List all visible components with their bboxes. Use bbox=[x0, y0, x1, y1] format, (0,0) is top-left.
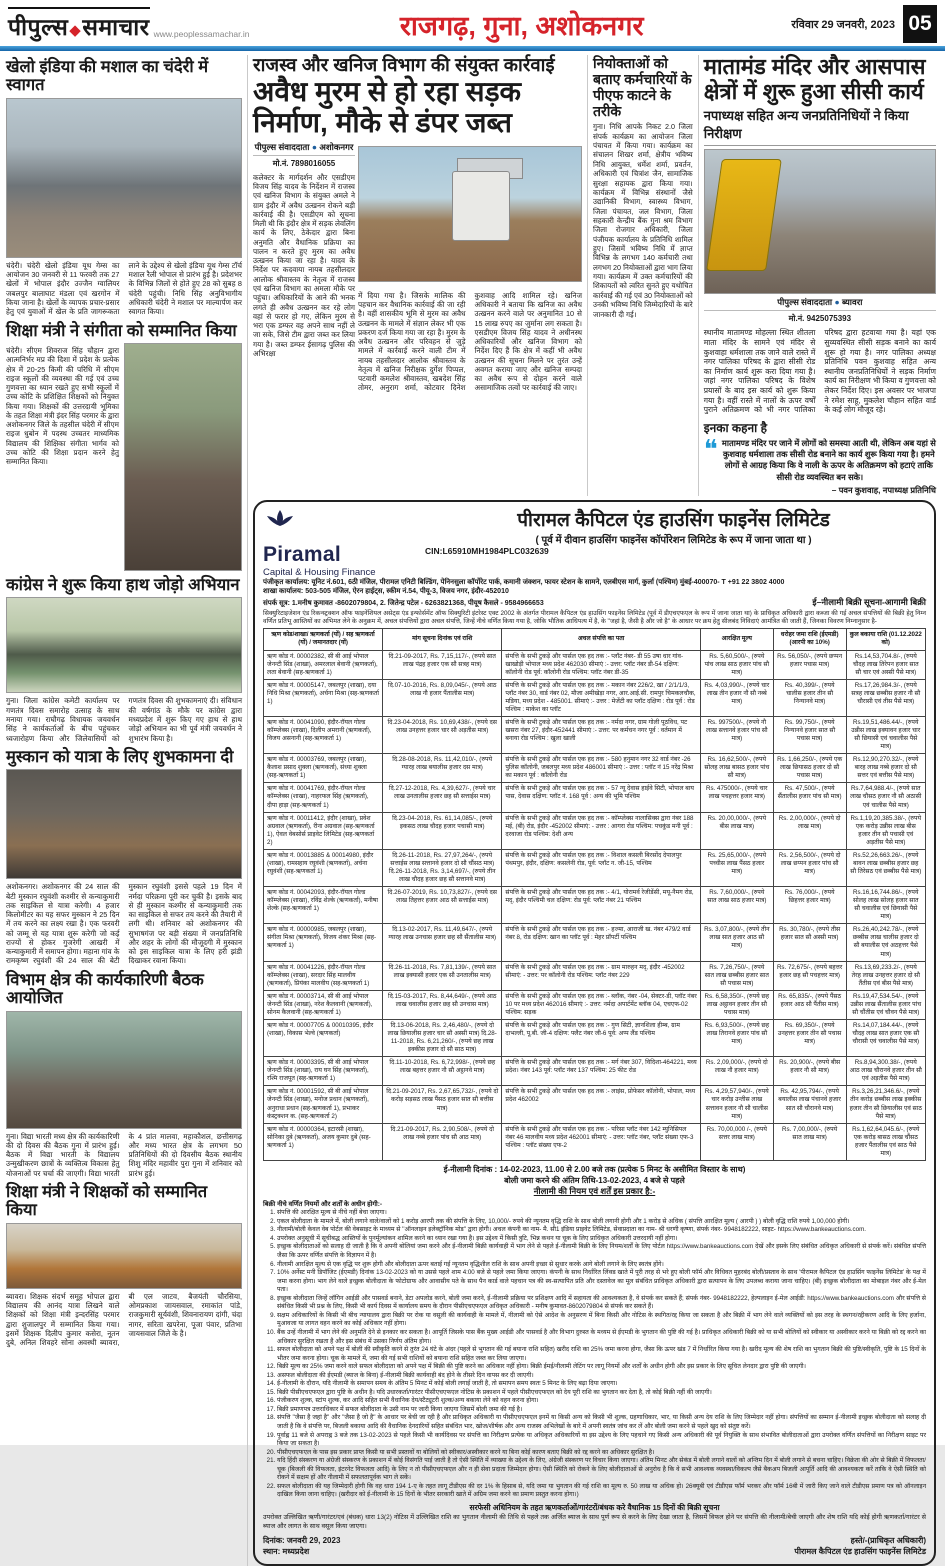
cell-property-address: संपत्ति के सभी टुकड़े और पार्सल एक हद तक :- हज्मा, आराजी ख. नंबर 479/2 वार्ड नंबर 8, रोड दक्षिण: खान का प्लॉट पूर्व : मेहर प्रॉपर्टी पश्चिम bbox=[502, 924, 701, 961]
article-headline: कांग्रेस ने शुरू किया हाथ जोड़ो अभियान bbox=[6, 576, 240, 594]
col-emd: धरोहर जमा राशि (ईएमडी) (आरपी का 10%) bbox=[773, 629, 846, 650]
cell-property-address: संपत्ति के सभी टुकड़े और पार्सल एक हद तक :- 580 हनुमान नगर 32 वार्ड नंबर -26 पुलिस कॉलोनी, जबलपुर मध्य प्रदेश 486001 सीमाएं :- उत्तर : प्लॉट नं 15 नरेंद्र मिश्रा का मकान पूर्व : कॉलोनी रोड bbox=[502, 754, 701, 783]
teachers-group-photo bbox=[6, 1223, 242, 1289]
body-col2: जिलेवासियों को गणतंत्र दिवस की शुभकामनाएं दी। संविधान की वर्षगांठ के मौके पर कांग्रेस द्वारा मध्यप्रदेश में शुरू किए गए हाथ से हाथ जोड़ो अभियान का भी पूर्व मंत्री जयवर्धन ने शुभारंभ किया है। bbox=[75, 696, 242, 743]
authorised-officer-sign: हस्ते/-(प्राधिकृत अधिकारी) bbox=[850, 1536, 926, 1546]
cell-loan-code: ऋण कोड नं. 00000985, जबलपुर (शाखा), संगीता मिश्रा (ऋणकर्ता), विजय शंकर मिश्रा (सह-ऋणकर्ता 1) bbox=[264, 924, 383, 961]
auction-table bbox=[263, 628, 926, 1161]
masthead bbox=[0, 0, 945, 46]
cell-property-address: संपत्ति के सभी टुकड़े और पार्सल एक हद तक :- ग्राम मारुहन मद्, इंदौर -452002 सीमाएं: - उत्तर: पर कॉलोनी रोड पश्चिम: प्लॉट नंबर 229 bbox=[502, 961, 701, 990]
auction-table-row bbox=[264, 1086, 926, 1123]
cell-reserve-price: Rs. 4,29,57,940/-, (रुपये चार करोड़ उन्तीस लाख सत्तावन हजार नौ सौ चालीस मात्र) bbox=[700, 1086, 773, 1123]
article-body: गुना। निधि आपके निकट 2.0 जिला संपर्क कार्यक्रम का आयोजन जिला पंचायत में किया गया। कार्यक्रम का संचालन शिखर शर्मा, क्षेत्रीय भविष्य निधि आयुक्त, धर्मेश शर्मा, प्रवर्तन, अधिकारी एवं चित्रांश जैन, सामाजिक सुरक्षा सहायक द्वारा किया गया। कार्यक्रम में विभिन्न संस्थानों जैसे उद्यानिकी विभाग, स्वास्थ्य विभाग, जिला पंचायत, जल विभाग, जिला सहकारी केन्द्रीय बैंक गुना श्रम विभाग जिला रोजगार अधिकारी, जिला पंजीयक कार्यालय के प्रतिनिधि शामिल हुए। जिसमें भविष्य निधि में ज्ञाप्त विभिन्न के लगभग 140 कर्मचारी तथा लगभग 20 नियोक्ताओं द्वारा भाग लिया गया। कार्यक्रम में उक्त कर्मचारियों की शिकायतों को त्वरित सुनते हुए यथोचित कार्रवाई की गई एवं 30 नियोक्ताओं को उनकी भविष्य निधि जिम्मेदारियों के बारे जानकारी दी गई। bbox=[593, 122, 693, 319]
body-col1: अशोकनगर। अशोकनगर की 24 साल की बेटी मुस्कान रघुवंशी कश्मीर से कन्याकुमारी तक साइकिल से यात्रा करेगी। 4 हजार किलोमीटर का यह सफर मुस्कान ने 25 दिन में तय करने का लक्ष्य रखा है। एक फरवरी को जम्मू से यह यात्रा शुरू करेगी जो कई राज्यों से होकर गुजरेगी आखरी में कन्याकुमारी में समापन होगा। महाना गांव के रामकृष्ण रघुवंशी की 24 bbox=[6, 882, 120, 966]
terms-item: 18. संपत्ति ''जैसा है जहां है'' और ''जैसा है जो है'' के आधार पर बेची जा रही है और प्राधिकृत अधिकारी या पीसीएचएफएल इनमें या किसी अन्य को किसी भी शुल्क, ग्रहणाधिकार, भार, या किसी अन्य देय राशि के लिए जिम्मेदार नहीं होगा। संपत्तियों का सम्मान ई-नीलामी इच्छुक बोलीदाता को सलाह दी जाती है कि वे संपत्ति पर, बिजली बकाया आदि की वैधानिक देनदारियों सहित संबंधित भार, खोज/शीर्षक और अन्य राजस्व अभिलेखों के बारे में अपनी स्वतंत्र जांच कर लें और बोली जमा करने से पहले खुद को संतुष्ट करें। bbox=[277, 1414, 926, 1431]
byline-text: पीपुल्स संवाददाता bbox=[777, 297, 833, 308]
ad-title-block bbox=[421, 506, 926, 556]
cell-emd: Rs. 72,675/-, (रुपये बहत्तर हजार छह सौ पचहत्तर मात्र) bbox=[773, 961, 846, 990]
terms-item: 21. यदि हिंदी संस्करण या अंग्रेजी संस्करण के प्रकाशन में कोई विसंगति पाई जाती है तो ऐसी स्थिति में व्याख्या के उद्देश्य के लिए, अंग्रेजी संस्करण पर विचार किया जाएगा। अंतिम मिनट और सेकंड में बोली लगाने वालों को अन्तिम दिन में बोली लगाने से बचना चाहिए। विक्रेता की ओर से बिक्री में विफलता/चूक (बिजली की विफलता, इंटरनेट विफलता आदि) के लिए न तो पीसीएचएफएल और न ही सेवा प्रदाता जिम्मेदार होगा। ऐसी स्थिति को रोकने के लिए बोलीदाताओं से अनुरोध है कि वे सभी आवश्यक व्यवस्था/विकल्प जैसे बैकअप बिजली आपूर्ति आदि की आवश्यकता करें ताकि वे ऐसी स्थिति को रोकने में सक्षम हों और नीलामी में सफलतापूर्वक भाग ले सकें। bbox=[277, 1457, 926, 1483]
ad-footer bbox=[263, 1535, 926, 1557]
col-loan-code: ऋण कोड/शाखा/ ऋणकर्ता (यों) / सह ऋणकर्ता (यों) / जमानतदार (यों) bbox=[264, 629, 383, 650]
quote-attribution: – पवन कुशवाह, नपाध्यक्ष प्रतिनिधि bbox=[831, 484, 936, 495]
terms-item: 12. बिक्री मूल्य का 25% जमा करने वाले सफल बोलीदाता को अपने पक्ष में बिक्री की पुष्टि करने का अधिकार नहीं होगा। बिक्री ईमई/नीलामी लेटिंग पर लागू नियमों और शर्तों के अधीन होगी और इस प्रकार के लिए सूचित लेनदार द्वारा पुष्टि की जाएगी। bbox=[277, 1363, 926, 1372]
logo-text bbox=[8, 7, 150, 42]
cell-emd: Rs. 20,900/-, (रुपये बीस हजार नौ सौ मात्र) bbox=[773, 1057, 846, 1086]
cell-demand-notice: दि.21-09-2017, Rs. 2,67,65,732/-, (रुपये दो करोड़ सड़सठ लाख पैंसठ हजार सात सौ बत्तीस मात्र) bbox=[383, 1086, 502, 1123]
cell-total-outstanding: Rs.8,94,300.38/-, (रुपये आठ लाख चौरानवे हजार तीन सौ एवं अड़तीस पैसे मात्र) bbox=[846, 1057, 925, 1086]
article-headline: अवैध मुरम से हो रहा सड़क निर्माण, मौके से डंपर जब्त bbox=[253, 76, 522, 138]
cell-total-outstanding: Rs.17,26,984.3/-, (रुपये सत्रह लाख छब्बीस हजार नौ सौ चौरासी एवं तीस पैसे मात्र) bbox=[846, 679, 925, 716]
article-subhead: नपाध्यक्ष सहित अन्य जनप्रतिनिधियों ने किया निरीक्षण bbox=[704, 104, 936, 146]
cell-property-address: संपत्ति के सभी टुकड़े और पार्सल एक हद तक :- 57 न्यू देवास हाईवे सिटी, भोपाल बाय पास, देवास दक्षिण: प्लॉट नं. 168 पूर्व : अन्य की भूमि पश्चिम bbox=[502, 783, 701, 812]
cell-reserve-price: Rs. 7,26,750/-, (रुपये सात लाख छब्बीस हजार सात सौ पचास मात्र) bbox=[700, 961, 773, 990]
cell-emd: Rs. 1,66,250/-, (रुपये एक लाख छियासठ हजार दो सौ पचास मात्र) bbox=[773, 754, 846, 783]
truck-cab-shape bbox=[452, 171, 510, 241]
body-col1: कलेक्टर के मार्गदर्शन और एसडीएम विजय सिंह यादव के निर्देशन में राजस्व एवं खनिज विभाग के संयुक्त अमले ने ग्राम इंदौर में अवैध उत्खनन रोकने बड़ी कार्रवाई की है। एसडीएम को सूचना मिली थी कि इंदौर क्षेत्र में सड़क लेवलिंग कार्य के लिए, ठेकेदार द्वारा बिना अनुमति और वैधानिक प्रक्रिया का पालन न करते हुए मुरम का अवैध उत्खनन किया जा रहा है। यादव के निर्देश पर कदवाया नायब तहसीलदार आलोक श्रीवास्तव के नेतृत्व में राजस्व एवं खनिज विभाग का अमला मौके पर पहुंचा। अधिकारियों के आने की भनक लगते ही अवैध उत्खनन कर रहे लोग वहां से फरार हो गए, लेकिन मुरम से भरा एक डम्फर वह अपने साथ नहीं ले जा सके, जिसे टीम द्वारा जब्त कर लिया गया है। जब्त डम्फर ईसागढ़ पुलिस की अभिरक्षा bbox=[253, 172, 355, 358]
cell-property-address: संपत्ति के सभी टुकड़े और पार्सल एक हद तक :- कॉम्प्लेक्स नालासिक्स द्वारा नंबर 188 मई, (बी) रोड, इंदौर -452002 सीमाएं: - उत्तर : आगरा रोड पश्चिम: पचकुंड मनी पूर्व : दरवाजा रोड पश्चिम: देशी अन्य bbox=[502, 812, 701, 849]
quote-box bbox=[704, 419, 936, 496]
cell-reserve-price: Rs. 6,93,500/-, (रुपये छह लाख तिरानवे हजार पांच सौ मात्र) bbox=[700, 1019, 773, 1056]
cell-emd: Rs. 56,050/-, (रुपये छप्पन हजार पचास मात्र) bbox=[773, 650, 846, 679]
cell-total-outstanding: Rs.7,64,988.4/-, (रुपये सात लाख चौसठ हजार नौ सौ अठासी एवं चालीस पैसे मात्र) bbox=[846, 783, 925, 812]
logo-part1: पीपुल्स bbox=[8, 13, 69, 40]
auction-table-row bbox=[264, 679, 926, 716]
cell-demand-notice: दि.07-10-2016, Rs. 8,09,045/-, (रुपये आठ लाख नौ हजार पैंतालीस मात्र) bbox=[383, 679, 502, 716]
auction-table-row bbox=[264, 716, 926, 753]
cell-loan-code: ऋण कोड नं. 00007705 & 00010395, इंदौर (शाखा), विकास भेल्वे (ऋणकर्ता) bbox=[264, 1019, 383, 1056]
article-body bbox=[6, 696, 242, 742]
header-row bbox=[264, 629, 926, 650]
award-ceremony-photo bbox=[124, 343, 242, 571]
article-congress-abhiyan bbox=[6, 576, 242, 743]
cell-demand-notice: दि.13-02-2017, Rs. 11,49,647/-, (रुपये ग्यारह लाख उनचास हजार छह सौ सैंतालीस मात्र) bbox=[383, 924, 502, 961]
cell-demand-notice: दि.11-10-2018, Rs. 6,72,998/-, (रुपये छह लाख बहत्तर हजार नौ सौ अट्ठानवे मात्र) bbox=[383, 1057, 502, 1086]
registered-office: पंजीकृत कार्यालय: यूनिट नं.601, 6ठी मंजिल, पीरामल एनिटी बिल्डिंग, पेनिनसुला कॉर्पोरेट पार्क, कमानी जंक्शन, फायर स्टेशन के सामने, एलबीएस मार्ग, कुर्ला (पश्चिम) मुंबई-400070- T +91 22 3802 4000 bbox=[263, 578, 785, 586]
cell-demand-notice: दि.27-12-2018, Rs. 4,39,627/-, (रुपये चार लाख उनतालीस हजार छह सौ सत्ताईस मात्र) bbox=[383, 783, 502, 812]
cell-emd: Rs. 42,95,794/-, (रुपये बयालीस लाख पंचानवे हजार सात सौ चौरानवे मात्र) bbox=[773, 1086, 846, 1123]
cell-emd: Rs. 69,350/-, (रुपये उनहत्तर हजार तीन सौ पचास मात्र) bbox=[773, 1019, 846, 1056]
article-first-column bbox=[253, 142, 355, 358]
auction-table-row bbox=[264, 1057, 926, 1086]
cell-reserve-price: Rs. 70,00,000 /-, (रुपये सत्तर लाख मात्र) bbox=[700, 1123, 773, 1160]
article-headline: मुस्कान को यात्रा के लिए शुभकामना दी bbox=[6, 747, 234, 766]
cell-total-outstanding: Rs.14,07,184.44/-, (रुपये चौदह लाख सात हजार एक सौ चौरासी एवं चवालीस पैसे मात्र) bbox=[846, 1019, 925, 1056]
cell-total-outstanding: Rs.13,69,233.2/-, (रुपये तेरह लाख उनहत्तर हजार दो सौ तैंतीस एवं बीस पैसे मात्र) bbox=[846, 961, 925, 990]
body-col1: स्थानीय मातामण्ड मोहल्ला स्थित शीतला माता मंदिर के सामने एवं मंदिर से कुशवाहा धर्मशाला तक जाने वाले रास्ते में नगर पालिका परिषद के द्वारा सीसी रोड का निर्माण कार्य शुरू करा दिया गया है। जहां नगर पालिका परिषद के विशेष प्रयासों के बाद इस कार्य को शुरू किया गया है। वहीं रास्ते में नालों के ऊपर वर्षों पुराने अतिक्रमण को भी नगर पालिका परिषद द्वारा हटवाया गया है। यहां एक सुव्यवस्थित सीसी सड़क बनाने का कार्य शुरू हो गया है। नगर पालिका अध्यक्ष प्रतिनिधि bbox=[703, 328, 936, 415]
col-total-outstanding: कुल बकाया राशि (01.12.2022 को) bbox=[846, 629, 925, 650]
article-khelo-india bbox=[6, 58, 242, 317]
body-col1: गुना। विद्या भारती मध्य क्षेत्र की कार्यकारिणी की दो दिवस की बैठक गुना में प्रारंभ हुई। बैठक में विद्या भारती के विद्यालय उन्मुखीकरण छात्रों के व्यक्तित्व विकास हेतु योजनाओं पर चर्चा bbox=[6, 1131, 120, 1178]
body-col1: गुना। जिला कांग्रेस कमेटी कार्यालय पर गणतंत्र दिवस समारोह उत्साह के साथ मनाया गया। राघौगढ़ विधायक जयवर्धन सिंह ने कार्यकर्ताओं के बीच पहुंचकर ध्वजारोहण किया और bbox=[6, 696, 120, 743]
col-demand-notice: मांग सूचना दिनांक एवं राशि bbox=[383, 629, 502, 650]
terms-item: 20. पीसीएचएफएल के पास इस प्रकार प्राप्त किसी या सभी प्रस्तावों या बोलियों को स्वीकार/अस्वीकार करने या बिना कोई कारण बताए बिक्री को रद्द करने का अधिकार सुरक्षित है। bbox=[277, 1449, 926, 1458]
cell-property-address: संपत्ति के सभी टुकड़े और पार्सल एक हद तक :- विशाल कसली बिरसोंद देपालपुर पंथमपुर, इंदौर, दक्षिण: कसलेनी रोड, पूर्व: प्लॉट न. जी-15, पश्चिम bbox=[502, 849, 701, 886]
cell-property-address: संपत्ति के सभी टुकड़े और पार्सल एक हद तक :- मकान नंबर 226/2, खा / 2/1/1/3, प्लॉट नंबर 30, वार्ड नंबर 02, मौजा अमीखेड़ा नगर, आर.आई.सी. रामपुर चिमकलचौक, मडिया, मध्य प्रदेश - 485001. सीमाएं :- उत्तर : मेजेंटी का प्लॉट दक्षिण : रोड पूर्व : रोड पश्चिम : माकेश का प्लॉट bbox=[502, 679, 701, 716]
article-illegal-mining bbox=[253, 55, 582, 496]
terms-title: नीलामी की नियम एवं शर्तें इस प्रकार है:- bbox=[533, 1186, 656, 1197]
auction-table-row bbox=[264, 961, 926, 990]
auction-table-body bbox=[264, 650, 926, 1160]
cell-property-address: संपत्ति के सभी टुकड़े और पार्सल एक हद तक :- गुण सिटी, ज्ञानशिला हीम्ब, ग्राम दाभल्ली, पू.बी. जी-4 दक्षिण: फ्लैट नंबर जी-6 पूर्व: अप्प लैंड पश्चिम bbox=[502, 1019, 701, 1056]
cell-emd: Rs. 30,780/-, (रुपये तीस हजार सात सौ अस्सी मात्र) bbox=[773, 924, 846, 961]
terms-item: 9. सक्षम अधिकारियों के किसी भी बीच न्यायालय द्वारा बिक्री पर रोक या वसूली की कार्यवाही के मामले में, नीलामी को ऐसे आदेश के अनुसरण में बिना किसी और नोटिस के स्थगित/रद्द किया जा सकता है और बिक्री में भाग लेने वाले व्यक्तियों को इस तरह के स्थगन/रद्दीकरण आदि के लिए हर्जाना, मुआवजा या लागत वहन करने का कोई अधिकार नहीं होगा। bbox=[277, 1312, 926, 1329]
cell-property-address: संपत्ति के सभी टुकड़े और पार्सल एक हद तक :- लाइंस, प्रोफेसर कॉलोनी, भोपाल, मध्य प्रदेश 462002 bbox=[502, 1086, 701, 1123]
piramal-logo bbox=[263, 506, 413, 578]
cell-reserve-price: Rs. 2,09,000/-, (रुपये दो लाख नौ हजार मात्र) bbox=[700, 1057, 773, 1086]
body-col2: अवस्थी ब्यावरा, बी एल जाटव, बैजयंती चौरसिया, ओमप्रकाश जायसवाल, रमाकांत पांडे, राजकुमारी सूर्यवंशी, शिवनारायण दांगी, चंदा नागर, सरिता खपरेना, पूजा पंवार, प्रतिभा जायसवाल जिले के है। bbox=[77, 1291, 242, 1348]
page-content bbox=[0, 55, 945, 1566]
cell-emd: Rs. 99,750/-, (रुपये निन्यानवे हजार सात सौ पचास मात्र) bbox=[773, 716, 846, 753]
page-number: 05 bbox=[903, 5, 937, 43]
byline-place: ब्यावरा bbox=[842, 297, 863, 308]
terms-item: 6. नीलामी आरक्षित मूल्य से एक वृद्धि पर शुरू होगी और बोलीदाता ऊपर बताई गई न्यूनतम वृद्धिशील राशि के साथ अपनी इच्छा से सुधार करके आगे बोली लगाने के लिए स्वतंत्र होंगे। bbox=[277, 1261, 926, 1270]
bullet-icon: ● bbox=[834, 297, 840, 308]
signature-block bbox=[794, 1535, 926, 1557]
bid-deadline-line: बोली जमा करने की अंतिम तिथि-13-02-2023, 4 बजे से पहले bbox=[504, 1176, 685, 1186]
date-place-block bbox=[263, 1535, 340, 1557]
article-headline: मातामंड मंदिर और आसपास क्षेत्रों में शुरू हुआ सीसी कार्य bbox=[703, 54, 926, 104]
terms-item: 16. पंजीकरण शुल्क, स्टांप शुल्क, कर आदि सहित सभी वैधानिक देय/स्टैट्यूटरी शुल्क/अन्य बकाया लेने को वहन करना होगा। bbox=[277, 1397, 926, 1406]
cell-demand-notice: दि.13-06-2018, Rs. 2,46,480/-, (रुपये दो लाख छियालीस हजार चार सौ अस्सी मात्र) दि.28-11-2018, Rs. 6,21,260/-, (रुपये छह लाख इक्कीस हजार दो सौ साठ मात्र) bbox=[383, 1019, 502, 1056]
body-col2: साल की बेटी मुस्कान रघुवंशी इससे पहले 19 दिन में नर्मदा परिक्रमा पूरी कर चुकी है। इसके बाद से ही मुस्कान कश्मीर से कन्याकुमारी तक का साइकिल से सफर तय करने की तैयारी में लगी थी। शनिवार को अशोकनगर की सुभाषगंज पर बड़ी संख्या में जनप्रतिनिधि और शहर के लोगों की मौजूदगी में मुस्कान को इस साइकिल यात्रा के लिए हरी झंडी दिखाकर रवाना किया। bbox=[81, 882, 242, 966]
terms-item: 8. इच्छुक बोलीदाता जिन्हें लॉगिन आईडी और पासवर्ड बनाने, डेटा अपलोड करने, बोली जमा करने, ई-नीलामी प्रक्रिया पर प्रशिक्षण आदि में सहायता की आवश्यकता है, वे संपर्क कर सकते हैं; संपर्क नंबर- 9948182222, हेल्पलाइन ई-मेल आईडी: https://www.bankeauctions.com और संपत्ति से संबंधित किसी भी प्रश्न के लिए, किसी भी कार्य दिवस में कार्यालय समय के दौरान पीसीएचएफएल अधिकृत अधिकारी - मनीष कुमावत-8602079804 से संपर्क कर सकते हैं। bbox=[277, 1295, 926, 1312]
article-body-wrap bbox=[253, 142, 582, 460]
cell-emd: Rs. 65,835/-, (रुपये पैंसठ हजार आठ सौ पैंतीस मात्र) bbox=[773, 990, 846, 1019]
company-name: पीरामल कैपिटल एंड हाउसिंग फाइनेंस लिमिटेड bbox=[517, 509, 830, 531]
website-url: www.peoplessamachar.in bbox=[153, 28, 250, 39]
auction-notice-ad bbox=[253, 500, 936, 1566]
bullet-icon: ● bbox=[311, 141, 317, 152]
piramal-tagline: Capital & Housing Finance bbox=[263, 566, 376, 578]
jcb-street-photo bbox=[704, 149, 936, 294]
terms-item: 10. बैंक उन्हें नीलामी में भाग लेने की अनुमति देने से इनकार कर सकता है। आपूर्ति जिसके पास बैंक मुख्य आईडी और पासवर्ड है और विभाग दुरुस्त के मध्यम से ईएमडी के भुगतान की पुष्टि की गई है। प्राधिकृत अधिकारी बिक्री को या सभी बोलियों को स्वीकार या अस्वीकार करने या बिक्री को रद्द करने का अधिकार सुरक्षित रखता है और इस संबंध में उसका निर्णय अंतिम होगा। bbox=[277, 1329, 926, 1346]
cell-reserve-price: Rs. 6,58,350/-, (रुपये छह लाख अट्ठावन हजार तीन सौ पचास मात्र) bbox=[700, 990, 773, 1019]
masthead-center bbox=[260, 6, 783, 43]
cell-emd: Rs. 7,00,000/-, (रुपये सात लाख मात्र) bbox=[773, 1123, 846, 1160]
terms-item: 1. संपत्ति की आरक्षित मूल्य से नीचे नहीं बेचा जाएगा। bbox=[277, 1209, 926, 1218]
cell-reserve-price: Rs. 475000/-, (रुपये चार लाख पचहत्तर हजार मात्र) bbox=[700, 783, 773, 812]
auction-table-row bbox=[264, 849, 926, 886]
cell-reserve-price: Rs. 4,03,990/-, (रुपये चार लाख तीन हजार नौ सौ नब्बे मात्र) bbox=[700, 679, 773, 716]
left-column bbox=[6, 55, 248, 1566]
torch-rally-photo bbox=[6, 98, 242, 258]
cell-emd: Rs. 76,000/-, (रुपये छिहत्तर हजार मात्र) bbox=[773, 887, 846, 924]
terms-item: 22. सफल बोलीदाता की यह जिम्मेदारी होगी कि वह धारा 194 1-ए के तहत लागू टीडीएस की दर 1% के हिसाब से, यदि जमा या भुगतान की गई राशि का मूल्य रु. 50 लाख या अधिक हो। 26क्यूबी एवं टीडीएस फॉर्म भरकर और फॉर्म 16बी में जारी किए जाने वाले टीडीएस प्रमाण पत्र को ऑनलाइन दाखिल किया जाना चाहिए। (खरीदार को ई-नीलामी के 15 दिनों के भीतर सरकारी खाते में अग्रिम जमा करने का प्रमाण प्रस्तुत करना होगा।) bbox=[277, 1483, 926, 1500]
cell-reserve-price: Rs. 16,62,500/-, (रुपये सोलह लाख बासठ हजार पांच सौ मात्र) bbox=[700, 754, 773, 783]
cell-reserve-price: Rs. 3,07,800/-, (रुपये तीन लाख सात हजार आठ सौ मात्र) bbox=[700, 924, 773, 961]
cell-total-outstanding: Rs.3,26,21,346.6/-, (रुपये तीन करोड़ छब्बीस लाख इक्कीस हजार तीन सौ छियालीस एवं साठ पैसे मात्र) bbox=[846, 1086, 925, 1123]
terms-item: 11. सफल बोलीदाता को अपने पक्ष में बोली की स्वीकृति करने से तुरंत 24 घंटे के अंदर (पहले से भुगतान की गई बयाना राशि सहित) खरीद राशि का 25% जमा करना होगा, जैसा कि ऊपर खंड 7 में निर्धारित किया गया है। खरीद मूल्य की शेष राशि का भुगतान बिक्री की पुष्टि/स्वीकृति, पुष्टि के 15 दिनों के भीतर जमा करना होगा। चूक के मामले में, जमा की गई सभी राशियों को बयाना राशि सहित जब्त कर लिया जाएगा। bbox=[277, 1346, 926, 1363]
body-col2: जागरूकता लाने के उद्देश्य से खेलो इंडिया यूथ गेम्स टॉर्च मशाल रैली भोपाल से प्रारंभ हुई है। प्रदेशभर के विभिन्न जिलों से होते हुए 28 को सुबह 8 चंदेरी पहुंची। निधि सिंह अनुविभागीय अधिकारी चंदेरी ने मशाल पर माल्यार्पण कर स्वागत किया। bbox=[90, 260, 242, 317]
issue-date: रविवार 29 जनवरी, 2023 bbox=[791, 18, 895, 31]
cell-emd: Rs. 47,500/-, (रुपये सैंतालीस हजार पांच सौ मात्र) bbox=[773, 783, 846, 812]
cell-property-address: संपत्ति के सभी टुकड़े और पार्सल एक हद तक :- 4/1, योरामर्व रेजीडेंसी, मयू-नैमग रोड, मद्, इंदौर पश्चिमी चल दक्षिण: रोड पूर्व: प्लॉट नंबर 21 पश्चिम bbox=[502, 887, 701, 924]
terms-item: 3. नीलामी/बोली केवल वेब पोर्टल की वेबसाइट के माध्यम से ''ऑनलाइन इलेक्ट्रॉनिक मोड'' द्वारा होगी। अचल कंपनी का नाम- मै. सी1 इंडिया प्राइवेट लिमिटेड, सेवाप्रदाता का नाम- श्री धरणी कृष्णा, संपर्क नंबर- 9948182222, साइट- https://www.bankeauctions.com. bbox=[277, 1226, 926, 1235]
body-col2: की जाएगी। विद्या भारती के 4 प्रांत मालवा, महाकौशल, छत्तीसगढ़ और मध्य भारत क्षेत्र के लगभग 50 प्रतिनिधियों की दो दिवसीय बैठक स्थानीय शिशु मंदिर महावीर पुरा गुना में शनिवार को प्रारंभ हुई। bbox=[56, 1131, 242, 1178]
reporter-phone: मो.नं. 7898016055 bbox=[253, 155, 355, 169]
cell-loan-code: ऋण कोड नं. 00002382, सी बी आई भोपाल जेनन्टी सिंड (शाखा), अमरलाल बेवानी (ऋणकर्ता), लता बेवानी (सह-ऋणकर्ता 1) bbox=[264, 650, 383, 679]
quote-icon: ❝ bbox=[703, 435, 718, 465]
cell-loan-code: ऋण कोड नं. 00013885 & 00014980, इंदौर (शाखा), रामसहाय रघुवंशी (ऋणकर्ता), अर्चना रघुवंशी (सह-ऋणकर्ता 1) bbox=[264, 849, 383, 886]
statutory-notice-title: सरफेसी अधिनियम के तहत ऋणकर्ताओं/गारंटरों/बंधक करे वैधानिक 15 दिनों की बिक्री सूचना bbox=[469, 1502, 720, 1512]
cell-total-outstanding: Rs.12,90,270.32/-, (रुपये बारह लाख नब्बे हजार दो सौ सत्तर एवं बत्तीस पैसे मात्र) bbox=[846, 754, 925, 783]
cell-demand-notice: दि.21-09-2017, Rs. 7,15,117/-, (रुपये सात लाख पंद्रह हजार एक सौ सत्रह मात्र) bbox=[383, 650, 502, 679]
cell-total-outstanding: Rs.16,16,744.86/-, (रुपये सोलह लाख सोलह हजार सात सौ चवालीस एवं छियासी पैसे मात्र) bbox=[846, 887, 925, 924]
region-title: राजगढ़, गुना, अशोकनगर bbox=[399, 10, 644, 41]
cell-property-address: संपत्ति के सभी टुकड़े और पार्सल एक हद तक :- मर्ग नंबर 307, विदिशा-464221, मध्य प्रदेश। नंबर 143 पूर्व: प्लॉट नंबर 137 पश्चिम: 25 फीट रोड bbox=[502, 1057, 701, 1086]
piramal-flower-icon bbox=[263, 508, 297, 538]
cell-emd: Rs. 2,00,000/-, (रुपये दो लाख मात्र) bbox=[773, 812, 846, 849]
cell-demand-notice: दि.26-07-2019, Rs. 10,73,827/-, (रुपये दस लाख तिहत्तर हजार आठ सौ सत्ताईस मात्र) bbox=[383, 887, 502, 924]
e-auction-notice-title: ई–नीलामी बिक्री सूचना-आगामी बिक्री bbox=[812, 596, 926, 607]
cell-total-outstanding: Rs.19,51,486.44/-, (रुपये उन्नीस लाख इक्यावन हजार चार सौ छियासी एवं चवालीस पैसे मात्र) bbox=[846, 716, 925, 753]
masthead-rule bbox=[0, 46, 945, 51]
sarfaesi-intro: सिक्युरिटाइजेशन एंड रिकन्स्ट्रक्शन ऑफ फाइनेंशियल असेट्स एंड इन्फोर्समेंट ऑफ सिक्युरिटी इंटरेस्ट एक्ट 2002 के अंतर्गत पीरामल कैपिटल एंड हाउसिंग फाइनेंस लिमिटेड (पूर्व में डीएचएफएल के रूप में जाना जाता था) के प्राधिकृत अधिकारी द्वारा कब्जा की गई अचल संपत्तियों की बिक्री हेतु निम्न वर्णित प्रतिभू आस्तियों का अभिमत लेने के अनुक्रम में, अचल संपत्तियों द्वारा अचल संपत्ति, जिन्हें नीचे वर्णित किया गया है, जोकि भौतिक आधिपत्य में है, के ''जहां है, जैसी है और जो है'' के आधार पर क्रय हेतु सीलबंद निविदाएं आमंत्रित की जाती हैं, जिनका विवरण निम्नानुसार है- bbox=[263, 610, 926, 626]
cell-reserve-price: Rs. 25,65,000/-, (रुपये पच्चीस लाख पैंसठ हजार मात्र) bbox=[700, 849, 773, 886]
article-muskan-yatra bbox=[6, 748, 242, 966]
main-area bbox=[253, 55, 936, 1566]
notice-date: दिनांक: जनवरी 29, 2023 bbox=[263, 1536, 341, 1546]
terms-item: 4. उपरोक्त अनुसूची में सूचीबद्ध आस्तियों के पुनर्मूल्यांकन शामिल करने का ध्यान रखा गया है। इस उद्देश्य में किसी त्रुटि, भिन्न कथन या चूक के लिए प्राधिकृत अधिकारी उत्तरदायी नहीं होगा। bbox=[277, 1235, 926, 1244]
cell-property-address: संपत्ति के सभी टुकड़े और पार्सल एक हद तक :- ब्लॉक, नंबर -04, सेक्टर-डी, प्लॉट नंबर 10 पर मध्य प्रदेश 462016 सीमाएं :- उत्तर: नर्मदा अपार्टमेंट ब्लॉक 04, एचएफ-02 पश्चिम: सड़क bbox=[502, 990, 701, 1019]
byline bbox=[704, 297, 936, 308]
article-sangeeta-honoured bbox=[6, 322, 242, 571]
cell-total-outstanding: Rs.19,47,534.54/-, (रुपये उन्नीस लाख सैंतालीस हजार पांच सौ चौंतीस एवं चौवन पैसे मात्र) bbox=[846, 990, 925, 1019]
auction-schedule bbox=[263, 1164, 926, 1186]
auction-table-row bbox=[264, 650, 926, 679]
article-headline: नियोक्ताओं को बताए कर्मचारियों के पीएफ काटने के तरीके bbox=[593, 55, 692, 120]
piramal-wordmark: Piramal bbox=[263, 542, 341, 566]
notice-place: स्थान: मध्यप्रदेश bbox=[263, 1547, 310, 1557]
terms-item: 5. इच्छुक बोलीदाताओं को सलाह दी जाती है कि वे अपनी बोलियां जमा करने और ई-नीलामी बिक्री कार्यवाही में भाग लेने से पहले ई-नीलामी बिक्री के लिए नियम/शर्तों के लिए पोर्टल https://www.bankeauctions.com देखें और इसके लिए संबंधित अधिकृत अधिकारी से संपर्क करें। संबंधित संपत्ति जैसा कि ऊपर वर्णित संपत्ति के विज्ञापन में है। bbox=[277, 1243, 926, 1260]
body-col2-col3: में दिया गया है। जिसके मालिक की पहचान कर वैधानिक कार्रवाई की जा रही है। वहीं शासकीय भूमि से मुरम का अवैध उत्खनन के मामले में संज्ञान लेकर भी एक प्रकरण दर्ज किया गया जा रहा है। मुरम के अवैध उत्खनन और परिवहन से जुड़े मामले में कार्रवाई करने वाली टीम में नायब तहसीलदार आलोक श्रीवास्तव के नेतृत्व में खनिज निरीक्षक दुर्गेश पिप्पल, पटवारी कमलेश श्रीवास्तव, खबदेश सिंह तोमर, अनुराग शर्मा, कोटवार दिनेश कुशवाह आदि शामिल रहे। खनिज अधिकारी ने बताया कि खनिज का अवैध उत्खनन करने वाले पर अनुमानित 10 से 15 लाख रुपए का जुर्माना लग सकता है। एसडीएम विजय सिंह यादव ने अधीनस्थ अधिकारियों और खनिज विभाग को निर्देश दिए हैं कि क्षेत्र में कहीं भी अवैध उत्खनन की सूचना मिलने पर तुरंत उन्हें अवगत कराया जाए और खनिज सम्पदा का अवैध रूप से दोहन करने वाले असामाजिक तत्वों पर कार्रवाई की जाए। bbox=[358, 290, 582, 393]
cin-number: CIN:L65910MH1984PLC032639 bbox=[425, 545, 549, 556]
cell-loan-code: ऋण कोड नं. 00003395, सी बी आई भोपाल जेनन्टी सिंड (शाखा), राय घन सिंह (ऋणकर्ता), रश्मि राजपूत (सह-ऋणकर्ता 1) bbox=[264, 1057, 383, 1086]
cell-demand-notice: दि.26-11-2018, Rs. 27,97,264/-, (रुपये सत्ताईस लाख सत्तानवे हजार दो सौ चौंसठ मात्र) दि.26-11-2018, Rs. 3,14,697/-, (रुपये तीन लाख चौदह हजार छह सौ सत्तानवे मात्र) bbox=[383, 849, 502, 886]
cell-reserve-price: Rs. 20,00,000/-, (रुपये बीस लाख मात्र) bbox=[700, 812, 773, 849]
jcb-arm-shape bbox=[706, 159, 782, 271]
terms-item: 17. बिक्री प्रमाणपत्र उत्तराधिकार में सफल बोलीदाता के उसी नाम पर जारी किया जाएगा जिसमें बोली जमा की गई है। bbox=[277, 1406, 926, 1415]
article-headline: विभाम क्षेत्र की कार्यकारिणी बैठक आयोजित bbox=[6, 970, 204, 1008]
byline-text: पीपुल्स संवाददाता bbox=[254, 141, 310, 152]
cell-property-address: संपत्ति के सभी टुकड़े और पार्सल एक हद तक :- परिसा प्लॉट नंबर 142 म्युनिसिपल नंबर 46 मालवीय मध्य प्रदेश 462001 सीमाएं: - उत्तर: प्लॉट नंबर, प्लॉट संख्या एफ-3 पश्चिम : प्लॉट संख्या एफ-2 bbox=[502, 1123, 701, 1160]
terms-list bbox=[277, 1209, 926, 1500]
contact-row bbox=[263, 597, 926, 608]
cell-loan-code: ऋण कोड नं. 00003769, जबलपुर (शाखा), कैलाश प्रसाद शुक्ला (ऋणकर्ता), संध्या शुक्ला (सह-ऋणकर्ता 1) bbox=[264, 754, 383, 783]
article-teachers-honoured bbox=[6, 1183, 242, 1348]
auction-table-row bbox=[264, 812, 926, 849]
cell-loan-code: ऋण कोड नं. 00005147, जबलपुर (शाखा), दया निधि मिश्रा (ऋणकर्ता), अर्चना मिश्रा (सह-ऋणकर्ता 1) bbox=[264, 679, 383, 716]
article-body bbox=[6, 261, 242, 317]
article-body bbox=[704, 328, 936, 415]
cell-loan-code: ऋण कोड नं. 00042093, इंदौर-रॉयल गोल्ड कॉम्प्लेक्स (शाखा), रविंद्र शेल्के (ऋणकर्ता), मनीषा शेल्के (सह-ऋणकर्ता 1) bbox=[264, 887, 383, 924]
cell-loan-code: ऋण कोड नं. 00000364, इटारसी (शाखा), सोनिका दुबे (ऋणकर्ता), अजय कुमार दुबे (सह-ऋणकर्ता 1) bbox=[264, 1123, 383, 1160]
body-col1: चंदेरी। चंदेरी खेलो इंडिया यूथ गेम्स का आयोजन 30 जनवरी से 11 फरवरी तक 27 खेलों में भोपाल इंदौर उज्जैन ग्वालियर जबलपुर बालाघाट मंडला एवं खरगोन में किया जाना है। खेलों के व्यापक प्रचार-प्रसार हेतु एवं युवाओं में खेल के प्रति bbox=[6, 260, 120, 317]
statutory-notice-text: उपरोक्त उल्लिखित ऋणी/गारंटर/एवं (बंधक) धारा 13(2) नोटिस में उल्लिखित राशि का भुगतान नीलामी की तिथि से पहले तक अर्जित ब्याज के साथ पूर्ण रूप से करने के लिए देखा जाता है, जिसमें विफल होने पर संपत्ति की नीलामी/बेची जाएगी और शेष राशि यदि कोई होगी ऋणकर्ता/गारंटर से ब्याज और लागत के साथ वसूल किया जाएगा। bbox=[263, 1513, 926, 1530]
auction-table-row bbox=[264, 1019, 926, 1056]
logo-part2: समाचार bbox=[82, 13, 150, 40]
cell-demand-notice: दि.15-03-2017, Rs. 8,44,649/-, (रुपये आठ लाख चवालीस हजार छह सौ उनचास मात्र) bbox=[383, 990, 502, 1019]
cell-loan-code: ऋण कोड नं. 00003714, सी बी आई भोपाल जेनन्टी सिंड (शाखा), नरेश कैलवानी (ऋणकर्ता), सोनम कैलवानी (सह-ऋणकर्ता 1) bbox=[264, 990, 383, 1019]
terms-item: 13. असफल बोलीदाता की ईएमडी (ब्याज के बिना) ई-नीलामी बिक्री कार्यवाही बंद होने के तीसरे दिन वापस कर दी जाएगी। bbox=[277, 1372, 926, 1381]
article-headline: शिक्षा मंत्री ने शिक्षकों को सम्मानित किया bbox=[6, 1182, 208, 1220]
body-col2: पवन कुशवाह सहित अन्य स्थानीय जनप्रतिनिधियों ने सड़क निर्माण कार्य का निरीक्षण भी किया व गुणवत्ता को लेकर निर्देश दिए। इस अवसर पर भाजपा ने रमेश साहू, मुकलेश चौहान सहित वार्ड के कई लोग मौजूद रहे। bbox=[824, 357, 936, 415]
cell-total-outstanding: Rs.52,26,663.26/-, (रुपये बावन लाख छब्बीस हजार छह सौ तिरेसठ एवं छब्बीस पैसे मात्र) bbox=[846, 849, 925, 886]
cell-loan-code: ऋण कोड नं. 00001592, सी बी आई भोपाल जेनन्टी सिंड (शाखा), मनोज प्रधान (ऋणकर्ता), अनुराधा प्रधान (सह-ऋणकर्ता 1), प्रभाकर कंस्ट्रक्शन क. (सह-ऋणकर्ता 2) bbox=[264, 1086, 383, 1123]
dumper-truck-photo bbox=[358, 146, 582, 282]
cell-reserve-price: Rs. 5,60,500/-, (रुपये पांच लाख साठ हजार पांच सौ मात्र) bbox=[700, 650, 773, 679]
article-headline: शिक्षा मंत्री ने संगीता को सम्मानित किया bbox=[6, 321, 237, 340]
cell-loan-code: ऋण कोड नं. 00041226, इंदौर-रॉयल गोल्ड कॉम्प्लेक्स (शाखा), सरदार सिंह मालवीय (ऋणकर्ता), प्रियंका मालवीय (सह-ऋणकर्ता 1) bbox=[264, 961, 383, 990]
cell-demand-notice: दि.28-08-2018, Rs. 11,42,010/-, (रुपये ग्यारह लाख बयालीस हजार दस मात्र) bbox=[383, 754, 502, 783]
cell-total-outstanding: Rs.26,40,242.78/-, (रुपये छब्बीस लाख चालीस हजार दो सौ बयालीस एवं अठहत्तर पैसे मात्र) bbox=[846, 924, 925, 961]
terms-item: 14. ई-नीलामी के दौरान, यदि नीलामी के समापन समय के अंतिम 5 मिनट में कोई बोली लगाई जाती है, तो समापन समय स्वतः 5 मिनट के लिए बढ़ा दिया जाएगा। bbox=[277, 1380, 926, 1389]
auction-table-row bbox=[264, 754, 926, 783]
article-body bbox=[6, 1292, 242, 1348]
article-body: चंदेरी। सीएम शिवराज सिंह चौहान द्वारा आत्मनिर्भर मप्र की दिशा में प्रदेश के प्रत्येक क्षेत्र में 20-25 किमी की परिधि में सीएम राइज स्कूलों की व्यवस्था की गई एवं उच्च गुणवत्ता का ध्यान रखते हुए सभी स्कूलों में उच्च कोटि के प्रशिक्षित शिक्षकों को नियुक्त किया गया। शिक्षकों की उत्तरदायी भूमिका के तहत शिक्षा मंत्री इंदर सिंह परमार के द्वारा अशोकनगर जिले के तहसील चंदेरी में सीएम राइज धुबोन में पदस्थ उच्चतर माध्यमिक विद्यालय की शिक्षिका संगीता भार्गव को उच्च कोटि की शिक्षा प्रदान करने हेतु सम्मानित किया। bbox=[6, 346, 119, 467]
formerly-known-as: ( पूर्व में दीवान हाउसिंग फाइनेंस कॉर्पोरेशन लिमिटेड के रूप में जाना जाता था ) bbox=[535, 534, 812, 546]
cell-total-outstanding: Rs.1,62,64,045.6/-, (रुपये एक करोड़ बासठ लाख चौंसठ हजार पैंतालीस एवं साठ पैसे मात्र) bbox=[846, 1123, 925, 1160]
cell-demand-notice: दि.23-04-2018, Rs. 10,69,438/-, (रुपये दस लाख उनहत्तर हजार चार सौ अड़तीस मात्र) bbox=[383, 716, 502, 753]
reporter-phone: मो.नं. 9425075393 bbox=[704, 310, 936, 324]
article-cc-road bbox=[704, 55, 936, 496]
cell-loan-code: ऋण कोड नं. 00041769, इंदौर-रॉयल गोल्ड कॉम्प्लेक्स (शाखा), नाहरफल सिंह (ऋणकर्ता), दीपा हाड़ा (सह-ऋणकर्ता 1) bbox=[264, 783, 383, 812]
auction-table-row bbox=[264, 783, 926, 812]
auction-table-row bbox=[264, 990, 926, 1019]
cell-demand-notice: दि.21-09-2017, Rs. 2,90,508/-, (रुपये दो लाख नब्बे हजार पांच सौ आठ मात्र) bbox=[383, 1123, 502, 1160]
newspaper-logo bbox=[8, 7, 260, 42]
cell-reserve-price: Rs. 7,60,000/-, (रुपये सात लाख साठ हजार मात्र) bbox=[700, 887, 773, 924]
terms-item: 7. 10% अर्नेस्ट मनी डिपॉजिट (ईएमडी) दिनांक 13-02-2023 को या उससे पहले शाम 4:00 बजे से पहले जमा किया जाएगा। कंपनी के साथ निर्धारित लिंक्ड खाते में पूरी तरह से भरे हुए बोली फॉर्म और विधिवत मुहरबंद बोली/प्रस्ताव के साथ 'पीरामल कैपिटल एंड हाउसिंग फाइनेंस लिमिटेड' के पक्ष में जमा करना होगा। भाग लेने वाले इच्छुक बोलीदाता के फोटोग्राफ और आवासीय पते के साथ पैन कार्ड वाले पहचान पत्र की स्व-सत्यापित प्रति और दस्तावेज का मूल संबंधित प्राधिकृत अधिकारी द्वारा सत्यापन के लिए उपलब्ध कराया जाना चाहिए। (बी) इच्छुक बोलीदाता का मोबाइल नंबर और ई-मेल पता। bbox=[277, 1269, 926, 1295]
article-body bbox=[6, 1132, 242, 1178]
location-pin-icon: ◆ bbox=[69, 21, 82, 39]
terms-item: 19. पूर्वाह्न 11 बजे से अपराह्न 3 बजे तक 13-02-2023 से पहले किसी भी कार्यदिवस पर संपत्ति का निरीक्षण प्रत्येक या अधिकृत अधिकारियों या इस उद्देश्य के लिए पहचाने गए किसी अन्य अधिकारी की पूर्व नियुक्ति के साथ संभावित बोलीदाताओं द्वारा उपरोक्त वर्णित संपत्तियों का निरीक्षण साइट पर किया जा सकता है। bbox=[277, 1432, 926, 1449]
cell-demand-notice: दि.26-11-2018, Rs. 7,81,139/-, (रुपये सात लाख इक्यासी हजार एक सौ उनतालीस मात्र) bbox=[383, 961, 502, 990]
flag-off-stage-photo bbox=[6, 769, 242, 879]
branch-office: शाखा कार्यालय: 503-505 मंजिल, ऐरन हाईट्स, स्कीम नं.54, पीयू-3, विजय नगर, इंदौर-452010 bbox=[263, 588, 509, 596]
quote-text: मातामण्ड मंदिर पर जाने में लोगों को समस्या आती थी, लेकिन अब यहां से कुशवाह धर्मशाला तक सीसी रोड बनाने का कार्य शुरू किया गया है। हमने लोगों से आग्रह किया कि वे नाली के ऊपर के अतिक्रमण को हटाएं ताकि सीसी रोड व्यवस्थित बन सके। bbox=[721, 438, 936, 482]
cell-total-outstanding: Rs.1,19,20,385.38/-, (रुपये एक करोड़ उन्नीस लाख बीस हजार तीन सौ पचासी एवं अड़तीस पैसे मात्र) bbox=[846, 812, 925, 849]
ad-header bbox=[263, 506, 926, 578]
cell-property-address: संपत्ति के सभी टुकड़े और पार्सल एक हद तक :- नर्मदा नगर, ग्राम गोली पूठविध, पट खसरा नंबर 27, इंदौर-452441 सीमाएं :- उत्तर: पर कर्मचन नगर पूर्व : वर्तमान में बनाया रोड पश्चिम : खुला खाली bbox=[502, 716, 701, 753]
auction-table-row bbox=[264, 924, 926, 961]
cell-emd: Rs. 2,56,500/-, (रुपये दो लाख छप्पन हजार पांच सौ मात्र) bbox=[773, 849, 846, 886]
cell-loan-code: ऋण कोड नं. 00011412, इंदौर (शाखा), प्रवेश अग्रवाल (ऋणकर्ता), रीना अग्रवाल (सह-ऋणकर्ता 1), ऐवल वेबसोर्स प्राइवेट लिमिटेड (सह-ऋणकर्ता 2) bbox=[264, 812, 383, 849]
cell-total-outstanding: Rs.14,53,704.8/-, (रुपये चौदह लाख तिरेपन हजार सात सौ चार एवं अस्सी पैसे मात्र) bbox=[846, 650, 925, 679]
cell-emd: Rs. 40,399/-, (रुपये चालीस हजार तीन सौ निन्यानवे मात्र) bbox=[773, 679, 846, 716]
terms-intro: बिक्री नीचे वर्णित नियमों और शर्तों के अधीन होगी:- bbox=[263, 1201, 383, 1209]
cell-property-address: संपत्ति के सभी टुकड़े और पार्सल एक हद तक :- प्लॉट नंबर- डी 55 उषा धार गांव- खाखोड़ी भोपाल मध्य प्रदेश 462030 सीमाएं :- उत्तर: प्लॉट नंबर डी-54 दक्षिण: कॉलोनी रोड पूर्व: कॉलोनी रोड पश्चिम: प्लॉट नंबर डी-35 bbox=[502, 650, 701, 679]
cell-loan-code: ऋण कोड नं. 00041090, इंदौर-रॉयल गोल्ड कॉम्प्लेक्स (शाखा), दिलीप अमरानी (ऋणकर्ता), विजय असनानी (सह-ऋणकर्ता 1) bbox=[264, 716, 383, 753]
article-body bbox=[6, 882, 242, 965]
meeting-photo bbox=[6, 1011, 242, 1129]
quote-box-title: इनका कहना है bbox=[703, 421, 767, 436]
auction-table-row bbox=[264, 887, 926, 924]
article-pf-camp bbox=[587, 55, 699, 496]
auction-table-row bbox=[264, 1123, 926, 1160]
article-kicker: राजस्व और खनिज विभाग की संयुक्त कार्रवाई bbox=[253, 54, 555, 75]
cell-demand-notice: दि.23-04-2018, Rs. 61,14,085/-, (रुपये इकसठ लाख चौदह हजार पचासी मात्र) bbox=[383, 812, 502, 849]
congress-banner-photo bbox=[6, 597, 242, 693]
col-property-address: अचल संपत्ति का पता bbox=[502, 629, 701, 650]
byline bbox=[253, 142, 355, 153]
col-reserve-price: आरक्षित मूल्य bbox=[700, 629, 773, 650]
terms-item: 15. बिक्री पीसीएचएफएल द्वारा पुष्टि के अधीन है। यदि उधारकर्ता/गारंटर पीसीएचएफएल नोटिस के प्रकाशन में पहले पीसीएचएफएल को देय पूरी राशि का भुगतान कर देता है, तो कोई बिक्री नहीं की जाएगी। bbox=[277, 1389, 926, 1398]
company-sign: पीरामल कैपिटल एंड हाउसिंग फाइनेंस लिमिटेड bbox=[794, 1547, 926, 1557]
article-karyakarini-baithak bbox=[6, 971, 242, 1178]
cell-reserve-price: Rs. 997500/-, (रुपये नौ लाख सत्तानवे हजार पांच सौ मात्र) bbox=[700, 716, 773, 753]
terms-item: 2. एकल बोलीदाता के मामले में, बोली लगाने वाले/वालों को 1 करोड़ आरपी तक की संपत्ति के लिए, 10,000/- रुपये की न्यूनतम वृद्धि राशि के साथ बोली लगानी होगी और 1 करोड़ से अधिक ( संपत्ति आरक्षित मूल्य ( आरपी ) ) बोली वृद्धि राशि रुपये 1,00,000 होगी। bbox=[277, 1218, 926, 1227]
article-headline: खेलो इंडिया की मशाल का चंदेरी में स्वागत bbox=[6, 58, 209, 95]
body-col1: ब्यावरा। शिक्षक संदर्भ समूह भोपाल द्वारा विद्यालय की आनंद यात्रा लिखने वाले शिक्षकों को शिक्षा मंत्री इन्दरसिंह परमार द्वारा शुजालपुर में सम्मानित किया गया। इसमें शिक्षक दिलीप कुमार कसेरा, नूतन दुबे, अनिल शिवहरे सोना bbox=[6, 1291, 120, 1348]
auction-table-head bbox=[264, 629, 926, 650]
auction-date-line: ई-नीलामी दिनांक : 14-02-2023, 11.00 से 2.00 बजे तक (प्रत्येक 5 मिनट के असीमित विस्तार के साथ) bbox=[443, 1164, 746, 1174]
byline-place: अशोकनगर bbox=[319, 141, 354, 152]
contact-persons: संपर्क सूत्र: 1.मनीष कुमावत -8602079804, 2. जितेन्द्र पटेल - 6263821368, पीयूष कैसले - 9584966653 bbox=[263, 599, 544, 607]
